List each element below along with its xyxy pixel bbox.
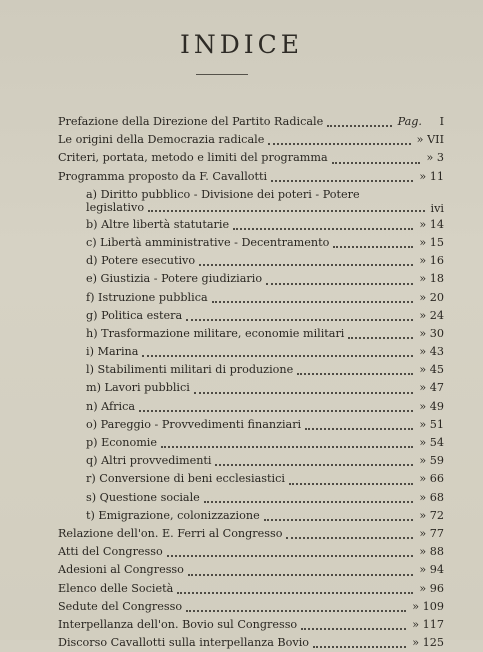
dot-leader xyxy=(348,336,413,339)
toc-entry-title: h) Trasformazione militare, economie militari xyxy=(86,326,345,340)
toc-entry-page: » 14 xyxy=(419,217,444,231)
title-divider xyxy=(196,74,248,75)
dot-leader xyxy=(186,609,406,612)
toc-entry xyxy=(58,470,444,488)
toc-entry xyxy=(58,307,444,325)
toc-entry-page: » 66 xyxy=(419,472,444,486)
toc-entry xyxy=(58,616,444,634)
dot-leader xyxy=(215,463,413,466)
toc-entry-page: I xyxy=(439,115,444,128)
toc-entry-title: i) Marina xyxy=(86,345,139,359)
toc-entry xyxy=(58,452,444,470)
toc-entry xyxy=(58,343,444,361)
dot-leader xyxy=(297,372,413,375)
toc-entry-page: » 117 xyxy=(412,617,444,631)
toc-entry xyxy=(58,634,444,652)
toc-entry xyxy=(58,186,444,216)
dot-leader xyxy=(177,591,413,594)
toc-entry-page: » 68 xyxy=(419,490,444,504)
toc-entry-page: » 96 xyxy=(419,581,444,595)
toc-entry-page: » 125 xyxy=(412,636,444,650)
toc-entry-title: Atti del Congresso xyxy=(58,545,163,559)
dot-leader xyxy=(204,500,414,503)
toc-entry-title: c) Libertà amministrative - Decentramento xyxy=(86,235,330,249)
toc-entry-page: » 18 xyxy=(419,272,444,286)
toc-entry-page: » 51 xyxy=(419,417,444,431)
toc-entry-page: » 47 xyxy=(419,381,444,395)
toc-entry xyxy=(58,580,444,598)
toc-entry-page: » 16 xyxy=(419,254,444,268)
dot-leader xyxy=(305,427,413,430)
toc-entry-page: » 43 xyxy=(419,345,444,359)
toc-entry-title: Criteri, portata, metodo e limiti del programma xyxy=(58,151,328,165)
toc-entry-title: Relazione dell'on. E. Ferri al Congresso xyxy=(58,526,283,540)
dot-leader xyxy=(266,282,413,285)
dot-leader xyxy=(268,142,410,145)
toc-entry xyxy=(58,168,444,186)
toc-entry-title: e) Giustizia - Potere giudiziario xyxy=(86,272,263,286)
toc-entry-page: » 49 xyxy=(419,399,444,413)
toc-entry-page: » 45 xyxy=(419,363,444,377)
toc-entry xyxy=(58,416,444,434)
toc-entry xyxy=(58,270,444,288)
toc-entry-page: » 94 xyxy=(419,563,444,577)
dot-leader xyxy=(167,554,414,557)
toc-entry xyxy=(58,113,444,131)
toc-entry xyxy=(58,131,444,149)
toc-entry-title: n) Africa xyxy=(86,399,136,413)
toc-entry xyxy=(58,325,444,343)
page-title: INDICE xyxy=(179,30,304,59)
dot-leader xyxy=(327,124,391,127)
dot-leader xyxy=(212,300,414,303)
toc-entry xyxy=(58,598,444,616)
toc-entry xyxy=(58,525,444,543)
toc-entry xyxy=(58,489,444,507)
dot-leader xyxy=(186,318,413,321)
toc-entry-page: » 77 xyxy=(419,526,444,540)
toc-entry xyxy=(58,434,444,452)
dot-leader xyxy=(188,573,413,576)
toc-entry xyxy=(58,561,444,579)
dot-leader xyxy=(199,263,413,266)
dot-leader xyxy=(301,627,406,630)
toc-entry-page: » 24 xyxy=(419,308,444,322)
toc-entry-title: Adesioni al Congresso xyxy=(58,563,184,577)
toc-entry-title: Discorso Cavallotti sulla interpellanza Bovio xyxy=(58,636,310,650)
toc-entry xyxy=(58,361,444,379)
dot-leader xyxy=(333,245,413,248)
toc-entry xyxy=(58,234,444,252)
dot-leader xyxy=(271,179,413,182)
toc-entry-title: a) Diritto pubblico - Divisione dei poteri - Potere legislativo xyxy=(86,187,360,215)
toc-entry-title: d) Potere esecutivo xyxy=(86,254,196,268)
toc-entry-page: » 30 xyxy=(419,326,444,340)
toc-entry xyxy=(58,149,444,167)
toc-entry-page: » VII xyxy=(416,133,444,147)
toc-entry xyxy=(58,216,444,234)
toc-entry-page: ivi xyxy=(430,201,444,215)
dot-leader xyxy=(161,445,413,448)
toc-entry-title: o) Pareggio - Provvedimenti finanziari xyxy=(86,417,302,431)
page-label: Pag. xyxy=(397,115,422,128)
toc-entry xyxy=(58,398,444,416)
toc-entry-title: q) Altri provvedimenti xyxy=(86,454,212,468)
toc-entry-title: p) Economie xyxy=(86,436,157,449)
toc-entry-page: » 72 xyxy=(419,508,444,522)
dot-leader xyxy=(139,409,413,412)
toc-entry-page: » 3 xyxy=(426,151,444,165)
toc-entry-page: » 15 xyxy=(419,235,444,249)
dot-leader xyxy=(332,161,421,164)
toc-entry-title: Le origini della Democrazia radicale xyxy=(58,133,265,147)
toc-entry xyxy=(58,289,444,307)
dot-leader xyxy=(194,391,414,394)
toc-entry-title: f) Istruzione pubblica xyxy=(86,290,208,304)
dot-leader xyxy=(233,227,413,230)
dot-leader xyxy=(264,518,414,521)
toc-entry xyxy=(58,543,444,561)
toc-entry xyxy=(58,379,444,397)
toc-entry-title: t) Emigrazione, colonizzazione xyxy=(86,508,260,522)
toc-entry xyxy=(58,252,444,270)
toc-entry xyxy=(58,507,444,525)
toc-entry-title: Sedute del Congresso xyxy=(58,599,183,613)
toc-entry-title: m) Lavori pubblici xyxy=(86,381,190,395)
toc-entry-page: » 20 xyxy=(419,290,444,304)
toc-entry-title: Programma proposto da F. Cavallotti xyxy=(58,169,268,183)
dot-leader xyxy=(142,354,413,357)
toc-entry-title: s) Questione sociale xyxy=(86,490,200,504)
table-of-contents xyxy=(58,113,444,652)
toc-entry-page: » 11 xyxy=(419,169,444,183)
toc-entry-title: Interpellanza dell'on. Bovio sul Congresso xyxy=(58,617,298,631)
toc-entry-page: » 109 xyxy=(412,599,444,613)
toc-entry-title: Prefazione della Direzione del Partito Radicale xyxy=(58,115,324,128)
dot-leader xyxy=(313,645,406,648)
toc-entry-title: b) Altre libertà statutarie xyxy=(86,217,230,231)
toc-entry-page: » 88 xyxy=(419,545,444,559)
toc-entry-title: g) Politica estera xyxy=(86,308,183,322)
toc-entry-title: Elenco delle Società xyxy=(58,581,174,595)
toc-entry-page: » 59 xyxy=(419,454,444,468)
toc-entry-page: » 54 xyxy=(419,436,444,449)
dot-leader xyxy=(289,482,413,485)
dot-leader xyxy=(286,536,413,539)
toc-entry-title: l) Stabilimenti militari di produzione xyxy=(86,363,294,377)
toc-entry-title: r) Conversione di beni ecclesiastici xyxy=(86,472,285,486)
dot-leader xyxy=(148,209,424,212)
